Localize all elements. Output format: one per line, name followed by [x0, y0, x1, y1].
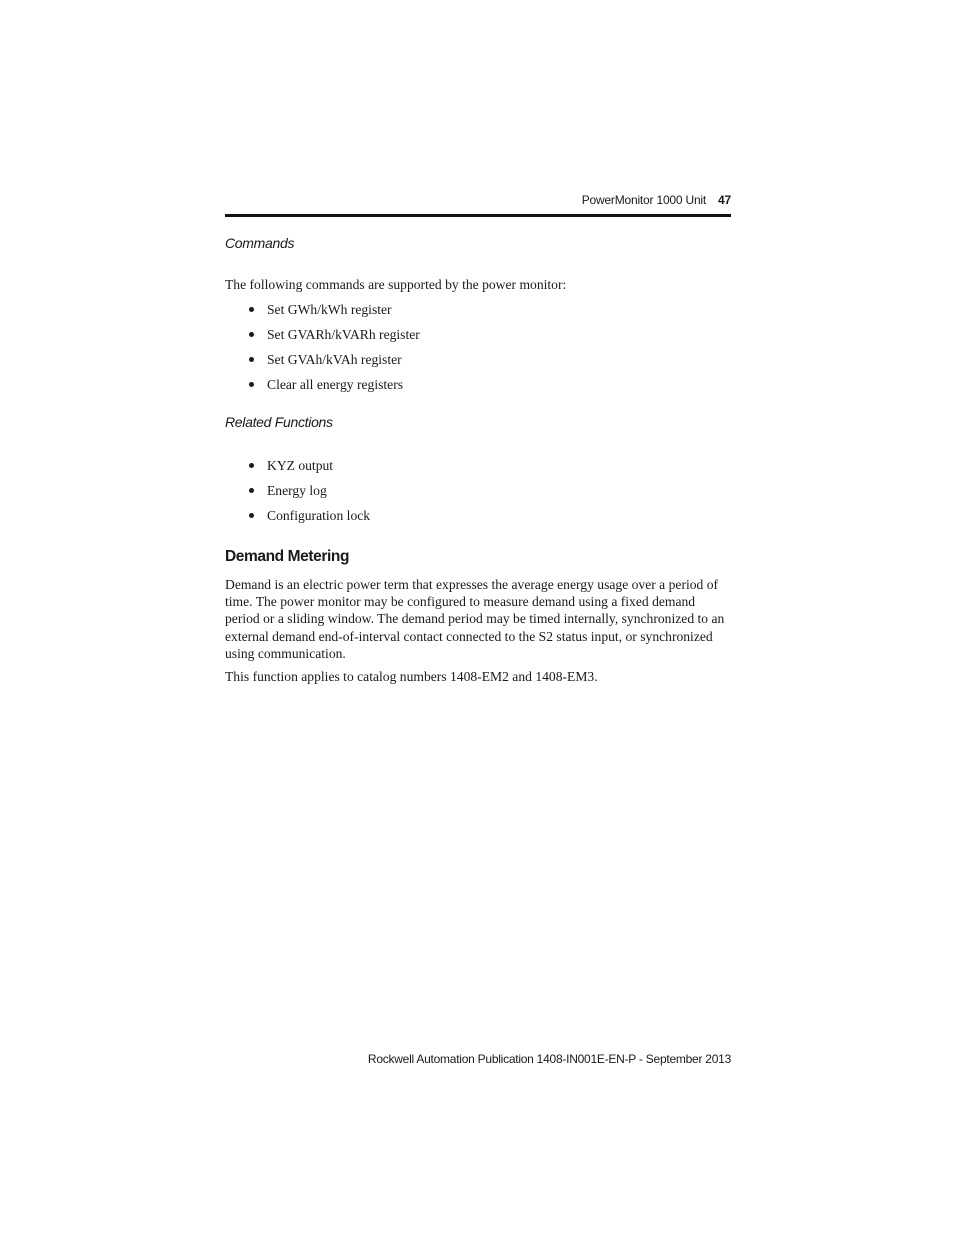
list-item-text: Energy log	[267, 483, 327, 498]
header-rule	[225, 214, 731, 217]
list-item	[225, 482, 705, 507]
demand-metering-applies-to: This function applies to catalog numbers 1408-EM2 and 1408-EM3.	[225, 669, 598, 684]
related-functions-list	[225, 457, 705, 532]
bullet-icon	[249, 332, 254, 337]
bullet-icon	[249, 488, 254, 493]
list-item-text: Clear all energy registers	[267, 377, 404, 392]
page-number: 47	[718, 193, 731, 207]
list-item	[225, 351, 705, 376]
list-item	[225, 457, 705, 482]
list-item-text: Set GVARh/kVARh register	[267, 327, 420, 342]
bullet-icon	[249, 357, 254, 362]
publication-footer: Rockwell Automation Publication 1408-IN001E-EN-P - September 2013	[367, 1052, 731, 1066]
running-header	[225, 193, 731, 207]
list-item-text: Configuration lock	[267, 508, 371, 523]
commands-heading: Commands	[225, 235, 295, 251]
bullet-icon	[249, 463, 254, 468]
list-item	[225, 507, 705, 532]
running-title: PowerMonitor 1000 Unit	[581, 193, 707, 207]
bullet-icon	[249, 307, 254, 312]
commands-intro: The following commands are supported by the power monitor:	[225, 277, 567, 292]
commands-list	[225, 301, 705, 401]
list-item-text: KYZ output	[267, 458, 334, 473]
list-item	[225, 301, 705, 326]
bullet-icon	[249, 513, 254, 518]
list-item-text: Set GWh/kWh register	[267, 302, 392, 317]
related-functions-heading: Related Functions	[225, 414, 333, 430]
bullet-icon	[249, 382, 254, 387]
demand-metering-heading: Demand Metering	[225, 548, 350, 565]
list-item	[225, 376, 705, 401]
list-item	[225, 326, 705, 351]
list-item-text: Set GVAh/kVAh register	[267, 352, 402, 367]
demand-metering-paragraph: Demand is an electric power term that expresses the average energy usage over a period of time. The power monitor may be configured to measure demand using a fixed demand period or a sliding window. The demand period may be timed internally, synchronized to an external demand end-of-interval contact connected to the S2 status input, or synchronized using communication.	[225, 577, 725, 661]
